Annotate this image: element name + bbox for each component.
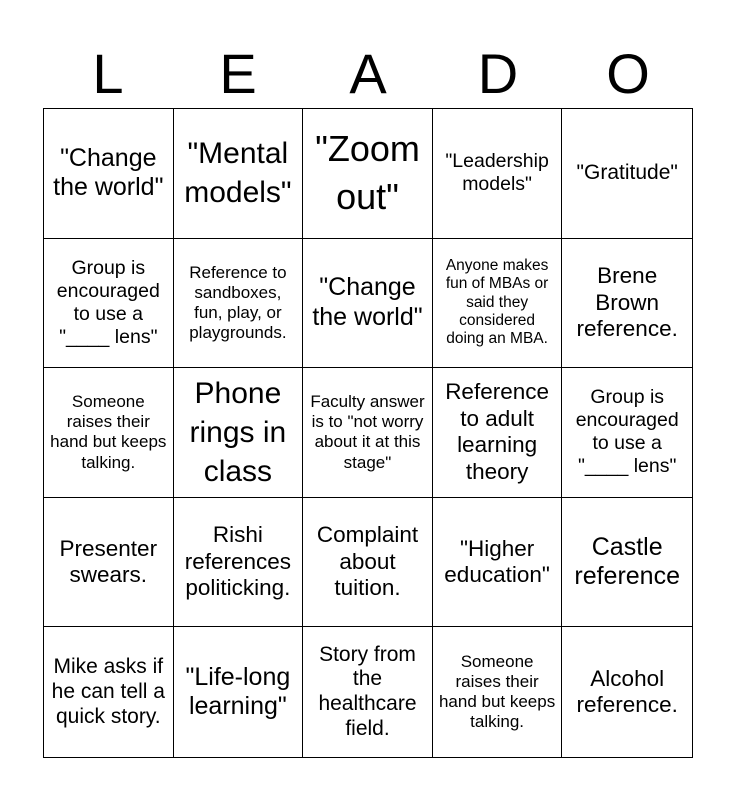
bingo-cell-text: "Change the world" [312, 273, 423, 331]
bingo-cell-text: Phone rings in class [189, 376, 287, 488]
bingo-cell-text: Anyone makes fun of MBAs or said they considered doing an MBA. [445, 257, 549, 348]
header-letter-a: A [349, 42, 387, 105]
bingo-board [43, 108, 693, 758]
bingo-cell[interactable] [562, 368, 692, 498]
bingo-cell[interactable] [303, 239, 433, 369]
bingo-cell[interactable] [174, 498, 304, 628]
bingo-cell[interactable] [433, 239, 563, 369]
bingo-cell-text: Complaint about tuition. [316, 522, 419, 601]
bingo-cell[interactable] [174, 109, 304, 239]
bingo-cell[interactable] [174, 239, 304, 369]
bingo-cell-text: Brene Brown reference. [576, 263, 678, 342]
bingo-cell-text: Group is encouraged to use a "____ lens" [575, 386, 679, 478]
bingo-cell-text: Group is encouraged to use a "____ lens" [56, 256, 160, 348]
bingo-cell[interactable] [303, 498, 433, 628]
bingo-cell[interactable] [433, 368, 563, 498]
bingo-cell[interactable] [303, 109, 433, 239]
header-letter-e: E [219, 42, 257, 105]
bingo-cell-text: "Change the world" [53, 143, 164, 202]
bingo-cell-text: Presenter swears. [59, 535, 158, 588]
bingo-cell-text: Someone raises their hand but keeps talking. [438, 652, 556, 732]
bingo-cell-text: Alcohol reference. [576, 665, 678, 718]
bingo-cell-text: Reference to adult learning theory [445, 379, 549, 485]
bingo-cell[interactable] [44, 109, 174, 239]
bingo-cell[interactable] [303, 627, 433, 757]
bingo-cell-text: Someone raises their hand but keeps talking. [50, 392, 167, 472]
bingo-cell-text: Reference to sandboxes, fun, play, or playgrounds. [189, 262, 287, 342]
bingo-cell[interactable] [44, 627, 174, 757]
bingo-cell[interactable] [562, 627, 692, 757]
bingo-cell-text: "Leadership models" [445, 150, 549, 196]
bingo-cell-text: "Zoom out" [315, 127, 420, 218]
bingo-cell[interactable] [562, 109, 692, 239]
bingo-cell-text: "Gratitude" [576, 160, 678, 184]
header-letter-l: L [92, 42, 124, 105]
bingo-cell-text: Faculty answer is to "not worry about it at this stage" [310, 392, 425, 472]
bingo-cell[interactable] [174, 627, 304, 757]
bingo-cell[interactable] [44, 239, 174, 369]
bingo-header [43, 40, 693, 108]
bingo-cell[interactable] [44, 498, 174, 628]
bingo-cell[interactable] [44, 368, 174, 498]
header-letter-d: D [477, 42, 519, 105]
bingo-cell[interactable] [174, 368, 304, 498]
bingo-cell-text: "Mental models" [184, 137, 292, 210]
bingo-cell[interactable] [433, 627, 563, 757]
header-letter-o: O [606, 42, 650, 105]
bingo-cell-text: "Higher education" [444, 535, 550, 588]
bingo-cell[interactable] [562, 498, 692, 628]
bingo-cell-text: "Life-long learning" [185, 662, 291, 721]
bingo-cell-text: Castle reference [574, 532, 680, 591]
bingo-cell[interactable] [433, 498, 563, 628]
bingo-cell-text: Mike asks if he can tell a quick story. [51, 655, 165, 728]
bingo-cell[interactable] [433, 109, 563, 239]
bingo-cell[interactable] [303, 368, 433, 498]
bingo-cell-text: Story from the healthcare field. [318, 642, 417, 740]
bingo-cell[interactable] [562, 239, 692, 369]
bingo-cell-text: Rishi references politicking. [184, 522, 292, 601]
